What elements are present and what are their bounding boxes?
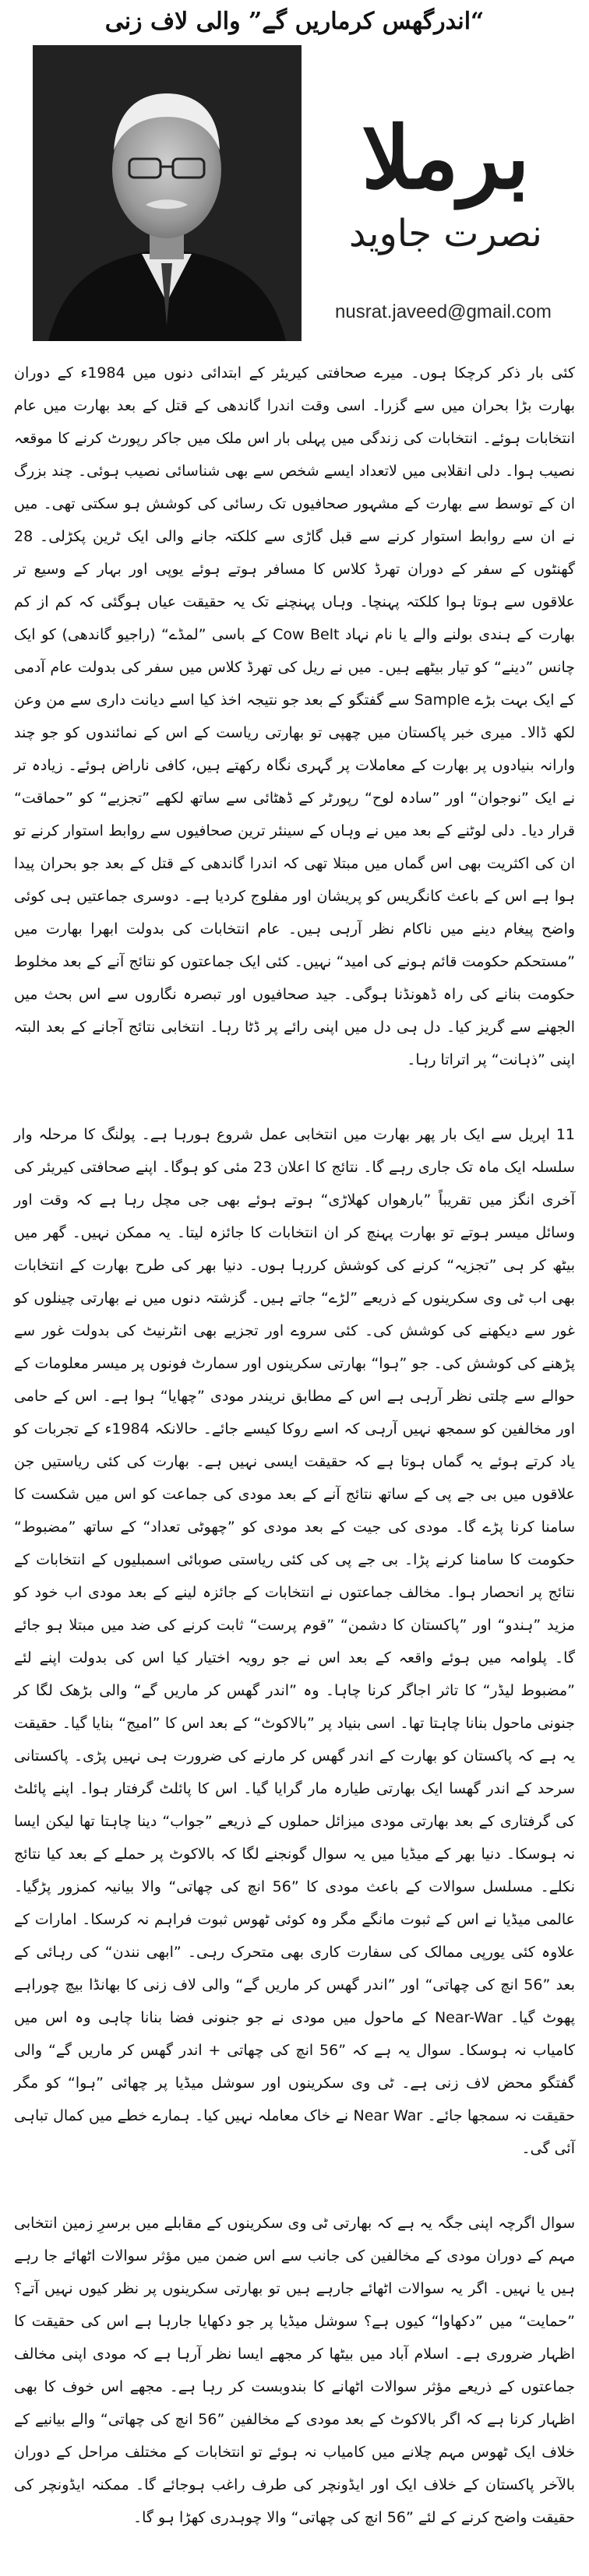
article-body [14,357,575,2576]
article-paragraph: سوال اگرچہ اپنی جگہ یہ ہے کہ بھارتی ٹی وی سکرینوں کے مقابلے میں برسرِ زمین انتخابی مہم کے دوران مودی کے مخالفین کی جانب سے اس ضمن میں مؤثر سوالات اٹھائے جا رہے ہیں یا نہیں۔ اگر یہ سوالات اٹھائے جارہے ہیں تو بھارتی سکرینوں پر نظر کیوں نہیں آتے؟ ”حمایت“ میں ”دکھاوا“ کیوں ہے؟ سوشل میڈیا پر جو دکھایا جارہا ہے اس کی حقیقت کا اظہار ضروری ہے۔ اسلام آباد میں بیٹھا کر مجھے ایسا نظر آرہا ہے کہ مودی اپنی مخالف جماعتوں کے ذریعے مؤثر سوالات اٹھانے کا بندوبست کر رہا ہے۔ مجھے اس خوف کا بھی اظہار کرنا ہے کہ اگر بالاکوٹ کے بعد مودی کے مخالفین ”56 انچ کی چھاتی“ والے بیانیے کے خلاف ایک ٹھوس مہم چلانے میں کامیاب نہ ہوئے تو انتخابات کے مختلف مراحل کے دوران بالآخر پاکستان کے خلاف ایک اور ایڈونچر کی طرف راغب ہوجائے گا۔ ممکنہ ایڈونچر کی حقیقت واضح کرنے کے لئے ”56 انچ کی چھاتی“ والا چوہدری کھڑا ہو گا۔ [14,2215,575,2526]
columnist-portrait-icon [33,45,302,341]
headline: “اندرگھس کرماریں گے” والی لاف زنی [104,8,485,35]
column-author: نصرت جاوید [349,212,542,255]
author-email: nusrat.javeed@gmail.com [335,301,552,322]
column-banner [33,45,589,349]
column-brand [313,107,578,259]
article-paragraph: 11 اپریل سے ایک بار پھر بھارت میں انتخابی عمل شروع ہورہا ہے۔ پولنگ کا مرحلہ وار سلسلہ ایک ماہ تک جاری رہے گا۔ نتائج کا اعلان 23 مئی کو ہوگا۔ اپنے صحافتی کیریئر کی آخری انگز میں تقریباً ”بارھواں کھلاڑی“ ہوتے ہوئے بھی جی مچل رہا ہے کہ وقت اور وسائل میسر ہوتے تو بھارت پہنچ کر ان انتخابات کا جائزہ لیتا۔ یہ ممکن نہیں۔ گھر میں بیٹھ کر ہی ”تجزیہ“ کرنے کی کوشش کررہا ہوں۔ دنیا بھر کی طرح بھارت کے انتخابات بھی اب ٹی وی سکرینوں کے ذریعے ”لڑے“ جاتے ہیں۔ گزشتہ دنوں میں نے بھارتی چینلوں کو غور سے دیکھنے کی کوشش کی۔ کئی سروے اور تجزیے بھی انٹرنیٹ کی بدولت غور سے پڑھنے کی کوشش کی۔ جو ”ہوا“ بھارتی سکرینوں اور سمارٹ فونوں پر میسر معلومات کے حوالے سے چلتی نظر آرہی ہے اس کے مطابق نریندر مودی ”چھایا“ ہوا ہے۔ اس کے حامی اور مخالفین کو سمجھ نہیں آرہی کہ اسے روکا کیسے جائے۔ حالانکہ 1984ء کے تجربات کو یاد کرتے ہوئے یہ گماں ہوتا ہے کہ حقیقت ایسی نہیں ہے۔ بھارت کی کئی ریاستیں جن علاقوں میں بی جے پی کے ساتھ نتائج آنے کے بعد مودی کی جماعت کو اس میں شکست کا سامنا کرنا پڑے گا۔ مودی کی جیت کے بعد مودی کو ”چھوٹی تعداد“ کے ساتھ ”مضبوط“ حکومت کا سامنا کرنے پڑا۔ بی جے پی کی کئی ریاستی صوبائی اسمبلیوں کے انتخابات کے نتائج پر انحصار ہوا۔ مخالف جماعتوں نے انتخابات کے جائزہ لینے کے بعد مودی اب خود کو مزید ”ہندو“ اور ”پاکستان کا دشمن“ ”قوم پرست“ ثابت کرنے کی ضد میں مبتلا ہو جائے گا۔ پلوامہ میں ہوئے واقعہ کے بعد اس نے جو رویہ اختیار کیا اس کی بدولت اپنے لئے ”مضبوط لیڈر“ کا تاثر اجاگر کرنا چاہا۔ وہ ”اندر گھس کر ماریں گے“ والی بڑھک لگا کر جنونی ماحول بنانا چاہتا تھا۔ اسی بنیاد پر ”بالاکوٹ“ کے بعد اس کا ”امیج“ بنایا گیا۔ حقیقت یہ ہے کہ پاکستان کو بھارت کے اندر گھس کر مارنے کی ضرورت ہی نہیں پڑی۔ پاکستانی سرحد کے اندر گھسا ایک بھارتی طیارہ مار گرایا گیا۔ اس کا پائلٹ گرفتار ہوا۔ اپنے پائلٹ کی گرفتاری کے بعد بھارتی مودی میزائل حملوں کے ذریعے ”جواب“ دینا چاہتا تھا لیکن ایسا نہ ہوسکا۔ دنیا بھر کے میڈیا میں یہ سوال گونجنے لگا کہ بالاکوٹ پر حملے کے بعد کیا نتائج نکلے۔ مسلسل سوالات کے باعث مودی کا ”56 انچ کی چھاتی“ والا بیانیہ کمزور پڑگیا۔ عالمی میڈیا نے اس کے ثبوت مانگے مگر وہ کوئی ٹھوس ثبوت فراہم نہ کرسکا۔ امارات کے علاوہ کئی یورپی ممالک کی سفارت کاری بھی متحرک رہی۔ ”ابھی نندن“ کی رہائی کے بعد ”56 انچ کی چھاتی“ اور ”اندر گھس کر ماریں گے“ والی لاف زنی کا بھانڈا بیچ چوراہے پھوٹ گیا۔ Near-War کے ماحول میں مودی نے جو جنونی فضا بنانا چاہی وہ اس میں کامیاب نہ ہوسکا۔ سوال یہ ہے کہ ”56 انچ کی چھاتی + اندر گھس کر ماریں گے“ والی گفتگو محض لاف زنی ہے۔ ٹی وی سکرینوں اور سوشل میڈیا پر چھائی ”ہوا“ کو مگر حقیقت نہ سمجھا جائے۔ Near War نے خاک معاملہ نہیں کیا۔ ہمارے خطے میں کمال تباہی آئی گی۔ [14,1126,576,2157]
columnist-photo [33,45,302,341]
article-paragraph: کئی بار ذکر کرچکا ہوں۔ میرے صحافتی کیریئر کے ابتدائی دنوں میں 1984ء کے دوران بھارت بڑا بحران میں سے گزرا۔ اسی وقت اندرا گاندھی کے قتل کے بعد بھارت میں عام انتخابات ہوئے۔ انتخابات کی زندگی میں پہلی بار اس ملک میں جاکر رپورٹ کرنے کا موقعہ نصیب ہوا۔ دلی انقلابی میں لاتعداد ایسے شخص سے بھی شناسائی نصیب ہوئی۔ چند بزرگ ان کے توسط سے بھارت کے مشہور صحافیوں تک رسائی کی کوشش ہو سکتی تھی۔ میں نے ان سے روابط استوار کرنے سے قبل گاڑی سے کلکتہ جانے والی ایک ٹرین پکڑلی۔ 28 گھنٹوں کے سفر کے دوران تھرڈ کلاس کا مسافر ہوتے ہوئے یوپی اور بہار کے وسیع تر علاقوں سے ہوتا ہوا کلکتہ پہنچا۔ وہاں پہنچنے تک یہ حقیقت عیاں ہوگئی کہ کم از کم بھارت کے ہندی بولنے والے یا نام نہاد Cow Belt کے باسی ”لمڈے“ (راجیو گاندھی) کو ایک چانس ”دینے“ کو تیار بیٹھے ہیں۔ میں نے ریل کی تھرڈ کلاس میں سفر کی بدولت عام آدمی کے ایک بہت بڑے Sample سے گفتگو کے بعد جو نتیجہ اخذ کیا اسے دیانت داری سے من وعن لکھ ڈالا۔ میری خبر پاکستان میں چھپی تو بھارتی ریاست کے اس کے نمائندوں کو جو چند وارانہ بنیادوں پر بھارت کے معاملات پر گہری نگاہ رکھتے ہیں، کافی ناراض ہوئے۔ زیادہ تر نے ایک ”نوجوان“ اور ”سادہ لوح“ رپورٹر کے ڈھٹائی سے ساتھ لکھے ”تجزیے“ کو ”حماقت“ قرار دیا۔ دلی لوٹنے کے بعد میں نے وہاں کے سینئر ترین صحافیوں سے روابط استوار کرنے تو ان کی اکثریت بھی اس گماں میں مبتلا تھی کہ اندرا گاندھی کے قتل کے بعد جو بحران پیدا ہوا ہے اس کے باعث کانگریس کو پریشان اور مفلوج کردیا ہے۔ دوسری جماعتیں ہی کوئی واضح پیغام دینے میں ناکام نظر آرہی ہیں۔ عام انتخابات کی بدولت ابھرا بھارت میں ”مستحکم حکومت قائم ہونے کی امید“ نہیں۔ کئی ایک جماعتوں کو نتائج آنے کے بعد مخلوط حکومت بنانے کی راہ ڈھونڈنا ہوگی۔ جید صحافیوں اور تبصرہ نگاروں سے اس بحث میں الجھنے سے گریز کیا۔ دل ہی دل میں اپنی رائے پر ڈٹا رہا۔ انتخابی نتائج آجانے کے بعد البتہ اپنی ”ذہانت“ پر اتراتا رہا۔ [14,364,575,1068]
column-title: برملا [362,107,530,208]
